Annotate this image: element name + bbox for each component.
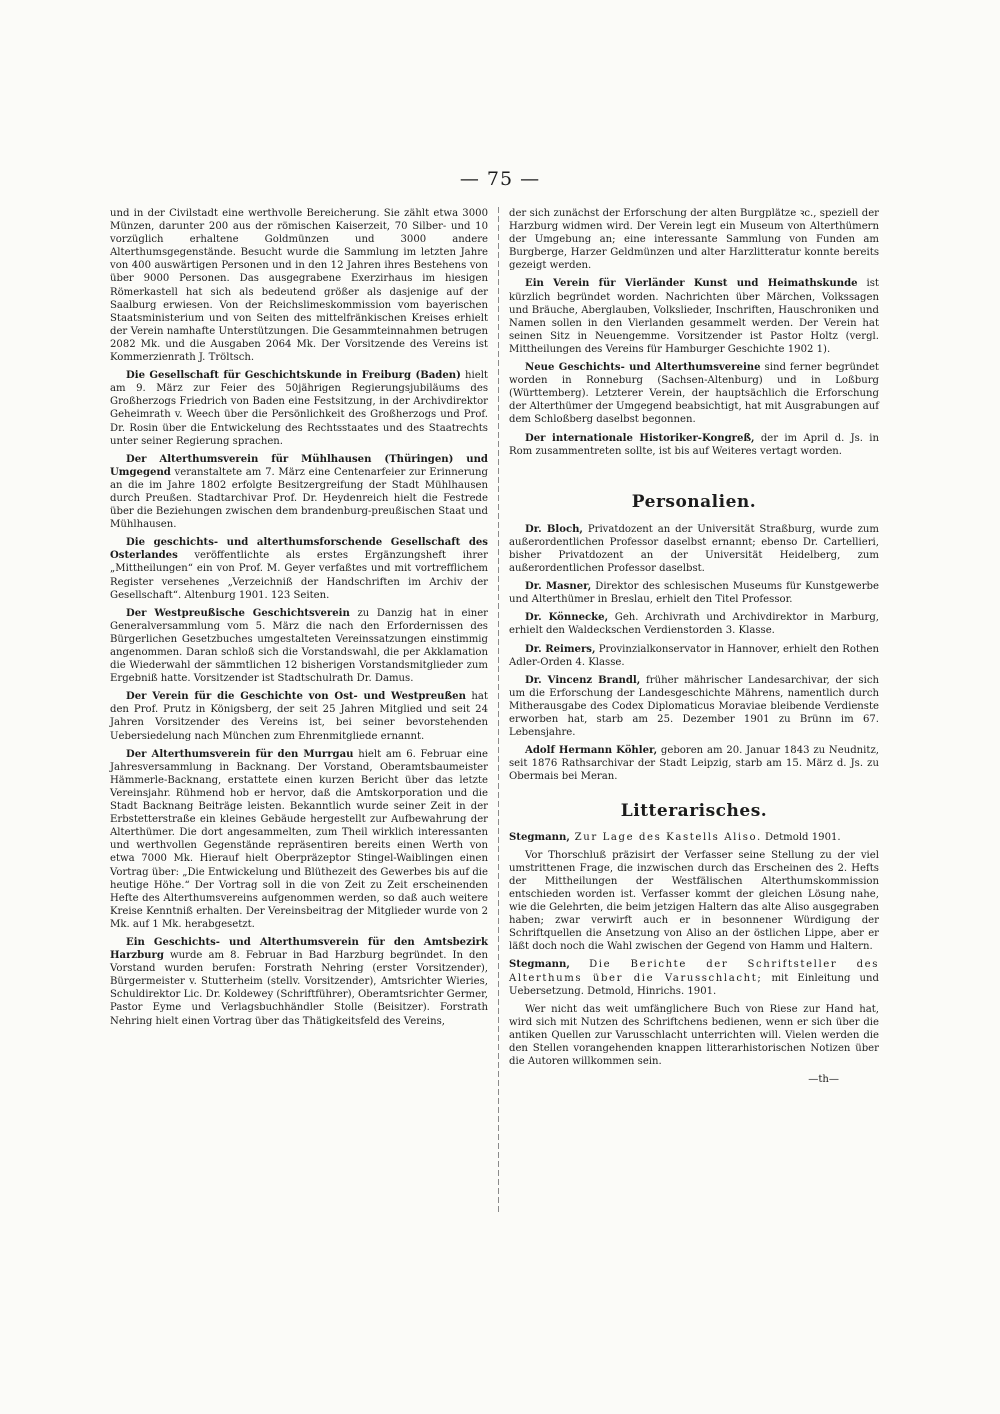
paragraph: Der Alterthumsverein für Mühlhausen (Thüringen) und Umgegend veranstaltete am 7. März eine Centenarfeier zur Erinnerung an die im Jahre 1802 erfolgte Besitzergreifung der Stadt Mühlhausen durch Preußen. Stadtarchivar Prof. Dr. Heydenreich hielt die Festrede über die Beziehungen zwischen dem brandenburg-preußischen Staat und Mühlhausen. [110,453,488,531]
section-heading-litterarisches: Litterarisches. [620,801,768,822]
left-column [110,207,488,1033]
page-number: — 75 — [459,168,541,190]
book-review: Wer nicht das weit umfänglichere Buch von Riese zur Hand hat, wird sich mit Nutzen des Schriftchens bedienen, wenn er sich über die antiken Quellen zur Varusschlacht unterrichten will. Vielen werden die den Stellen vorangehenden knappen litterarhistorischen Notizen über die Autoren willkommen sein. [509,1003,879,1068]
paragraph: Die geschichts- und alterthumsforschende Gesellschaft des Osterlandes veröffentlichte als erstes Ergänzungsheft ihrer „Mittheilungen“ ein von Prof. M. Geyer verfaßtes und mit vortrefflichem Register versehenes „Verzeichniß der Handschriften im Archiv der Gesellschaft“. Altenburg 1901. 123 Seiten. [110,537,488,601]
paragraph: Ein Geschichts- und Alterthumsverein für den Amtsbezirk Harzburg wurde am 8. Februar in Bad Harzburg begründet. In den Vorstand wurden berufen: Forstrath Nehring (erster Vorsitzender), Bürgermeister v. Stutterheim (stellv. Vorsitzender), Amtsrichter Wieries, Schuldirektor Lic. Dr. Koldewey (Schriftführer), Oberamtsrichter Germer, Pastor Eyme und Verlagsbuchhändler Stolle (Beisitzer). Forstrath Nehring hielt einen Vortrag über das Thätigkeitsfeld des Vereins, [110,936,488,1027]
paragraph: Der Verein für die Geschichte von Ost- und Westpreußen hat den Prof. Prutz in Königsberg, der seit 25 Jahren Mitglied und seit 24 Jahren Vorsitzender des Vereins ist, bei seiner bevorstehenden Uebersiedelung nach München zum Ehrenmitgliede ernannt. [110,691,488,742]
section-heading-personalien: Personalien. [631,491,757,512]
paragraph: und in der Civilstadt eine werthvolle Bereicherung. Sie zählt etwa 3000 Münzen, darunter 200 aus der römischen Kaiserzeit, 70 Silber- und 10 vorzüglich erhaltene Goldmünzen und 3000 andere Alterthumsgegenstände. Besucht wurde die Sammlung im letzten Jahre von 400 auswärtigen Personen und in den 12 Jahren ihres Bestehens von über 9000 Personen. Das ausgegrabene Exerzirhaus im hiesigen Römerkastell hat sich als bedeutend größer als dasjenige auf der Saalburg erwiesen. Von der Reichslimeskommission vom bayerischen Staatsministerium und von Seiten des mittelfränkischen Kreises erhielt der Verein namhafte Unterstützungen. Die Gesammteinnahmen betrugen 2082 Mk. und die Ausgaben 2064 Mk. Der Vorsitzende des Vereins ist Kommerzienrath J. Tröltsch. [110,208,488,364]
personalia-item: Dr. Bloch, Privatdozent an der Universität Straßburg, wurde zum außerordentlichen Professor daselbst ernannt; ebenso Dr. Cartellieri, bisher Privatdozent an der Universität Heidelberg, zum außerordentlichen Professor daselbst. [509,523,879,575]
personalia-item: Adolf Hermann Köhler, geboren am 20. Januar 1843 zu Neudnitz, seit 1876 Rathsarchivar der Stadt Leipzig, starb am 15. März d. Js. zu Obermais bei Meran. [509,745,879,783]
paragraph: Der Alterthumsverein für den Murrgau hielt am 6. Februar eine Jahresversammlung in Backnang. Der Vorstand, Oberamtsbaumeister Hämmerle-Backnang, erstattete einen kurzen Bericht über das letzte Vereinsjahr. Rühmend hob er hervor, daß die Amtskorporation und die Stadt Backnang Beiträge leisten. Bekanntlich wurde seiner Zeit in der Erbstetterstraße ein kleines Gebäude hergestellt zur Aufbewahrung der Alterthümer. Die dort angesammelten, zum Theil wirklich interessanten und werthvollen Gegenstände repräsentiren bereits einen Werth von etwa 7000 Mk. Hierauf hielt Oberpräzeptor Stingel-Waiblingen einen Vortrag über: „Die Entwickelung und Blüthezeit des Gewerbes bis auf die heutige Höhe.“ Der Vortrag soll in die von Zeit zu Zeit erscheinenden Hefte des Alterthumsvereins aufgenommen werden, so daß auch weitere Kreise Kenntniß erhalten. Der Vereinsbeitrag der Mitglieder wurde von 2 Mk. auf 1 Mk. herabgesetzt. [110,748,489,930]
book-review: Vor Thorschluß präzisirt der Verfasser seine Stellung zu der viel umstrittenen Frage, die inzwischen durch das Erscheinen des 2. Hefts der Mittheilungen der Westfälischen Alterthumskommission entschieden worden ist. Verfasser kommt der gleichen Lösung nahe, wie die Gelehrten, die beim jetzigen Haltern das alte Aliso ausgegraben haben; zwar verwirft auch er in besonnener Würdigung der Schriftquellen die Ansetzung von Aliso an der östlichen Lippe, aber er läßt doch noch die Wahl zwischen der Gegend von Hamm und Haltern. [509,849,879,953]
book-citation: Stegmann, Die Berichte der Schriftsteller des Alterthums über die Varusschlacht; mit Einleitung und Uebersetzung. Detmold, Hinrichs. 1901. [509,959,879,997]
personalia-item: Dr. Masner, Direktor des schlesischen Museums für Kunstgewerbe und Alterthümer in Breslau, erhielt den Titel Professor. [509,581,879,606]
personalia-item: Dr. Vincenz Brandl, früher mährischer Landesarchivar, der sich um die Erforschung der Landesgeschichte Mährens, namentlich durch Mitherausgabe des Codex Diplomaticus Moraviae bleibende Verdienste erworben hat, starb am 25. Dezember 1901 zu Brünn im 67. Lebensjahre. [509,674,879,739]
book-citation: Stegmann, Zur Lage des Kastells Aliso. Detmold 1901. [509,831,841,843]
paragraph: Der internationale Historiker-Kongreß, der im April d. Js. in Rom zusammentreten sollte, ist bis auf Weiteres vertagt worden. [509,432,879,457]
personalia-item: Dr. Könnecke, Geh. Archivrath und Archivdirektor in Marburg, erhielt den Waldeckschen Verdienstorden 3. Klasse. [509,612,879,637]
right-column [509,207,879,1086]
column-divider [498,207,499,1215]
paragraph: Neue Geschichts- und Alterthumsvereine sind ferner begründet worden in Ronneburg (Sachsen-Altenburg) und in Loßburg (Württemberg). Letzterer Verein, der hauptsächlich die Erforschung der Alterthümer der Umgegend beabsichtigt, hat mit Ausgrabungen auf dem Schloßberg daselbst begonnen. [509,362,879,426]
personalia-item: Dr. Reimers, Provinzialkonservator in Hannover, erhielt den Rothen Adler-Orden 4. Klasse. [509,643,879,668]
reviewer-signature: —th— [808,1074,839,1086]
paragraph: Die Gesellschaft für Geschichtskunde in Freiburg (Baden) hielt am 9. März zur Feier des 50jährigen Regierungsjubiläums des Großherzogs Friedrich von Baden eine Festsitzung, in der Archivdirektor Geheimrath v. Weech über die Persönlichkeit des Großherzogs und Prof. Dr. Rosin über die Entwickelung des Rechtsstaates und des Staatrechts unter seiner Regierung sprachen. [110,370,488,447]
paragraph: Der Westpreußische Geschichtsverein zu Danzig hat in einer Generalversammlung vom 5. März die nach den Erfordernissen des Bürgerlichen Gesetzbuches umgestalteten Vereinssatzungen einstimmig angenommen. Daran schloß sich die Vorstandswahl, die per Akklamation die Wiederwahl der sämmtlichen 12 bisherigen Vorstandsmitglieder zum Ergebniß hatte. Vorsitzender ist Stadtschulrath Dr. Damus. [110,607,488,685]
paragraph: der sich zunächst der Erforschung der alten Burgplätze ꝛc., speziell der Harzburg widmen wird. Der Verein legt ein Museum von Alterthümern der Umgebung an; eine interessante Sammlung von Funden am Burgberge, Harzer Geldmünzen und alter Harzlitteratur konnte bereits gezeigt werden. [509,208,879,272]
paragraph: Ein Verein für Vierländer Kunst und Heimathskunde ist kürzlich begründet worden. Nachrichten über Märchen, Volkssagen und Bräuche, Aberglauben, Volkslieder, Inschriften, Hauschroniken und Namen sollen in den Vierlanden gesammelt werden. Der Verein hat seinen Sitz in Neuengemme. Vorsitzender ist Pastor Holtz (vergl. Mittheilungen des Vereins für Hamburger Geschichte 1902 1). [509,278,879,355]
